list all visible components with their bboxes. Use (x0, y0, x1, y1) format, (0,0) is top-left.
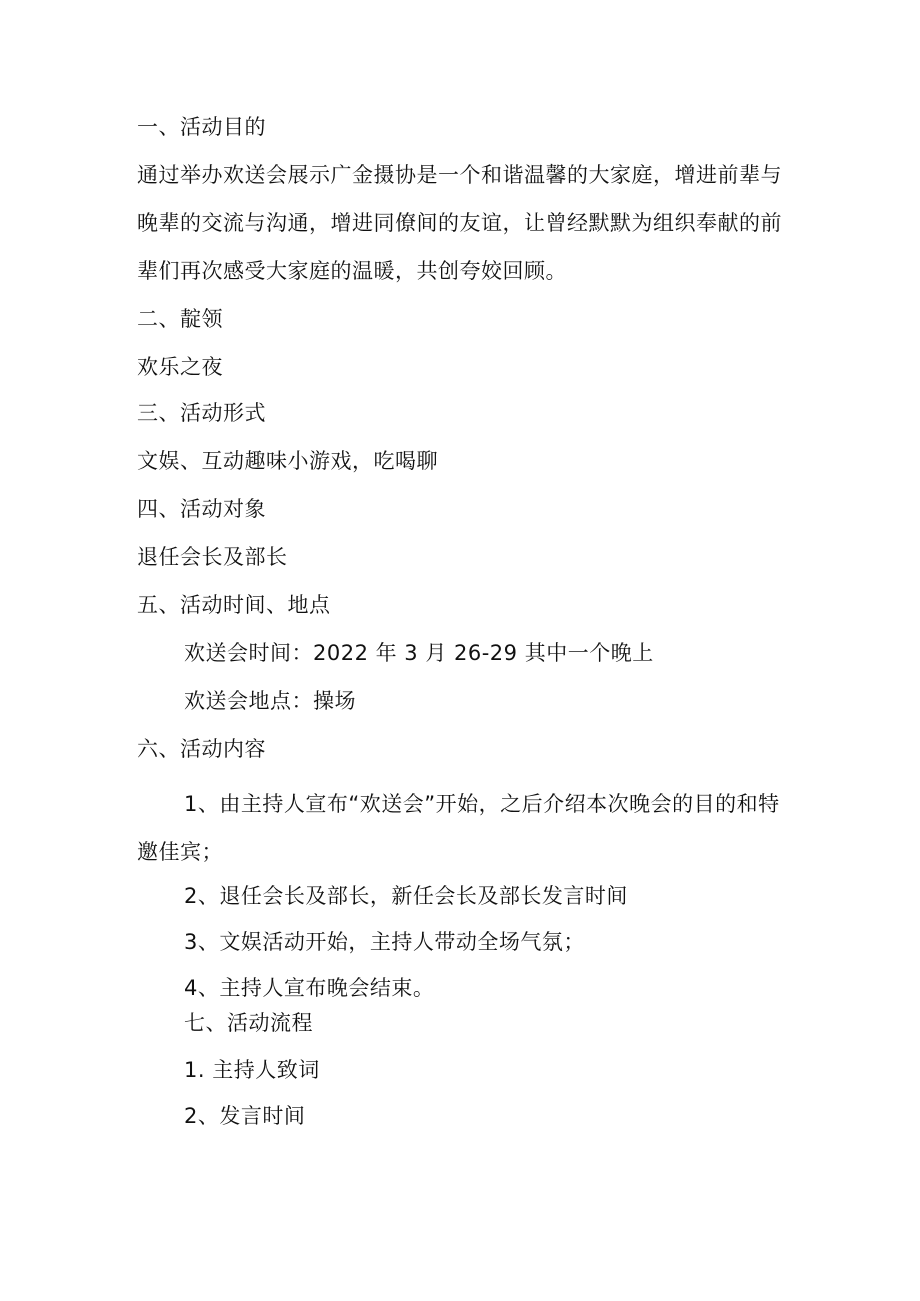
section-heading-purpose: 一、活动目的 (137, 115, 266, 139)
content-item-2: 2、退任会长及部长，新任会长及部长发言时间 (184, 884, 628, 908)
content-item-1-line-2: 邀佳宾； (137, 840, 223, 864)
audience-text: 退任会长及部长 (137, 545, 288, 569)
format-text: 文娱、互动趣味小游戏，吃喝聊 (137, 449, 438, 473)
content-item-1-line-1: 1、由主持人宣布“欢送会”开始，之后介绍本次晚会的目的和特 (184, 792, 780, 816)
event-time-text: 欢送会时间：2022 年 3 月 26-29 其中一个晚上 (184, 641, 654, 665)
section-heading-audience: 四、活动对象 (137, 497, 266, 521)
section-heading-content: 六、活动内容 (137, 737, 266, 761)
process-step-2: 2、发言时间 (184, 1104, 306, 1128)
process-step-1: 1. 主持人致词 (184, 1058, 320, 1082)
purpose-text-line-2: 晚辈的交流与沟通，增进同僚间的友谊，让曾经默默为组织奉献的前 (137, 211, 782, 235)
section-heading-format: 三、活动形式 (137, 401, 266, 425)
theme-text: 欢乐之夜 (137, 355, 223, 379)
section-heading-time-place: 五、活动时间、地点 (137, 593, 331, 617)
section-heading-theme: 二、靛领 (137, 307, 223, 331)
content-item-4: 4、主持人宣布晚会结束。 (184, 976, 435, 1000)
content-item-3: 3、文娱活动开始，主持人带动全场气氛； (184, 930, 585, 954)
purpose-text-line-1: 通过举办欢送会展示广金摄协是一个和谐温馨的大家庭，增进前辈与 (137, 163, 782, 187)
purpose-text-line-3: 辈们再次感受大家庭的温暖，共创夸姣回顾。 (137, 259, 567, 283)
section-heading-process: 七、活动流程 (184, 1011, 313, 1035)
event-place-text: 欢送会地点：操场 (184, 689, 356, 713)
